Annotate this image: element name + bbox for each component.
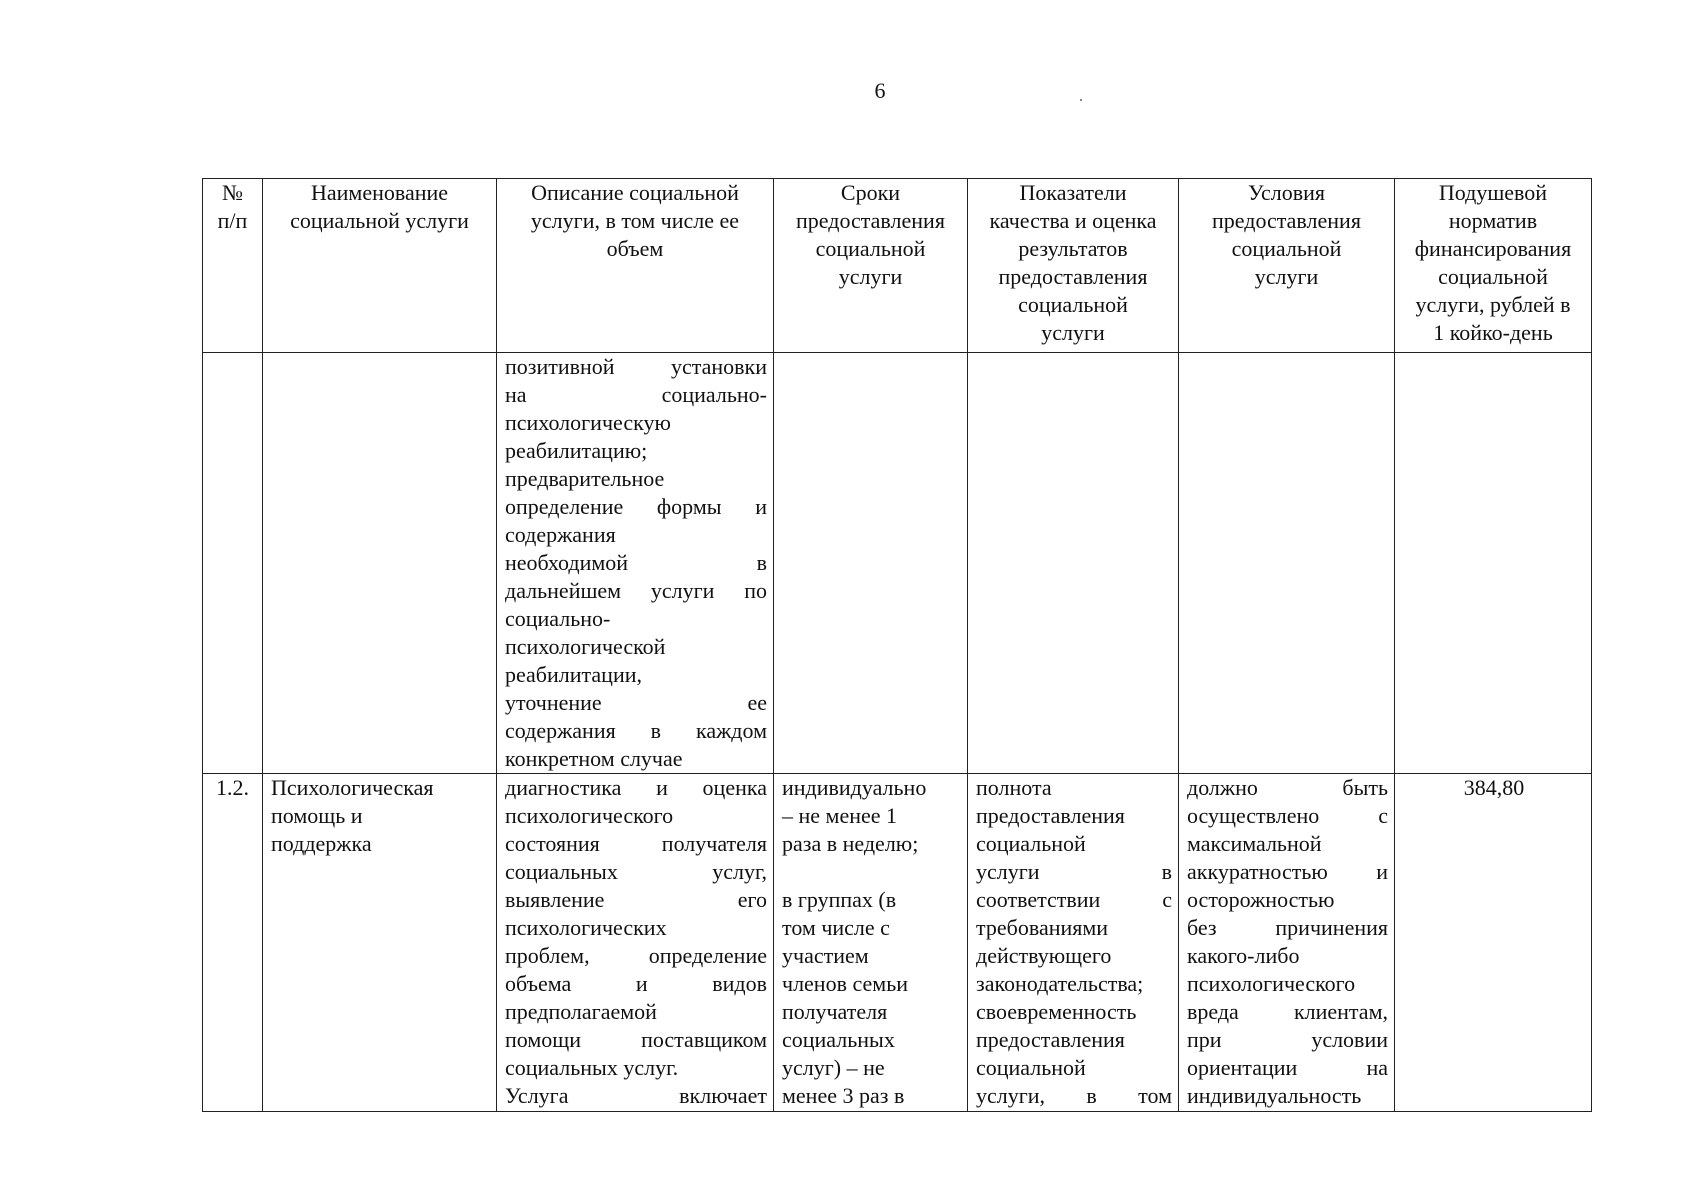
row2-description-cell: диагностика и оценка психологического состояния получателя социальных услуг, выявление его психологических проблем, определение объема и видов предполагаемой помощи поставщиком социальных услуг. Услуга включает: [497, 774, 774, 1112]
header-description: Описание социальной услуги, в том числе ее объем: [497, 179, 774, 353]
row2-norm-cell: 384,80: [1395, 774, 1592, 1112]
row1-description-cell: позитивной установки на социально- психологическую реабилитацию; предварительное определение формы и содержания необходимой в дальнейшем услуги по социально- психологической реабилитации, уточнение ее содержания в каждом конкретном случае: [497, 353, 774, 774]
page-number: 6: [874, 78, 886, 103]
table-row: [203, 774, 1592, 1112]
row2-terms-cell: индивидуально – не менее 1 раза в неделю; в группах (в том числе с участием членов семьи получателя социальных услуг) – не менее 3 раз в: [774, 774, 968, 1112]
header-terms: Сроки предоставления социальной услуги: [774, 179, 968, 353]
header-conditions: Условия предоставления социальной услуги: [1179, 179, 1395, 353]
row2-num-cell: 1.2.: [203, 774, 263, 1112]
header-quality: Показатели качества и оценка результатов предоставления социальной услуги: [968, 179, 1179, 353]
header-norm: Подушевой норматив финансирования социальной услуги, рублей в 1 койко-день: [1395, 179, 1592, 353]
scan-speck: [1080, 99, 1082, 101]
row1-terms-cell: [774, 353, 968, 774]
table-header-row: [203, 179, 1592, 353]
header-service-name: Наименование социальной услуги: [263, 179, 497, 353]
services-table: [202, 178, 1592, 1112]
row2-quality-cell: полнота предоставления социальной услуги в соответствии с требованиями действующего законодательства; своевременность предоставления социальной услуги, в том: [968, 774, 1179, 1112]
row2-conditions-cell: должно быть осуществлено с максимальной аккуратностью и осторожностью без причинения какого-либо психологического вреда клиентам, при условии ориентации на индивидуальность: [1179, 774, 1395, 1112]
row1-conditions-cell: [1179, 353, 1395, 774]
row1-num-cell: [203, 353, 263, 774]
row1-norm-cell: [1395, 353, 1592, 774]
row1-quality-cell: [968, 353, 1179, 774]
row2-name-cell: Психологическая помощь и поддержка: [263, 774, 497, 1112]
table-row: [203, 353, 1592, 774]
header-num: № п/п: [203, 179, 263, 353]
row1-name-cell: [263, 353, 497, 774]
